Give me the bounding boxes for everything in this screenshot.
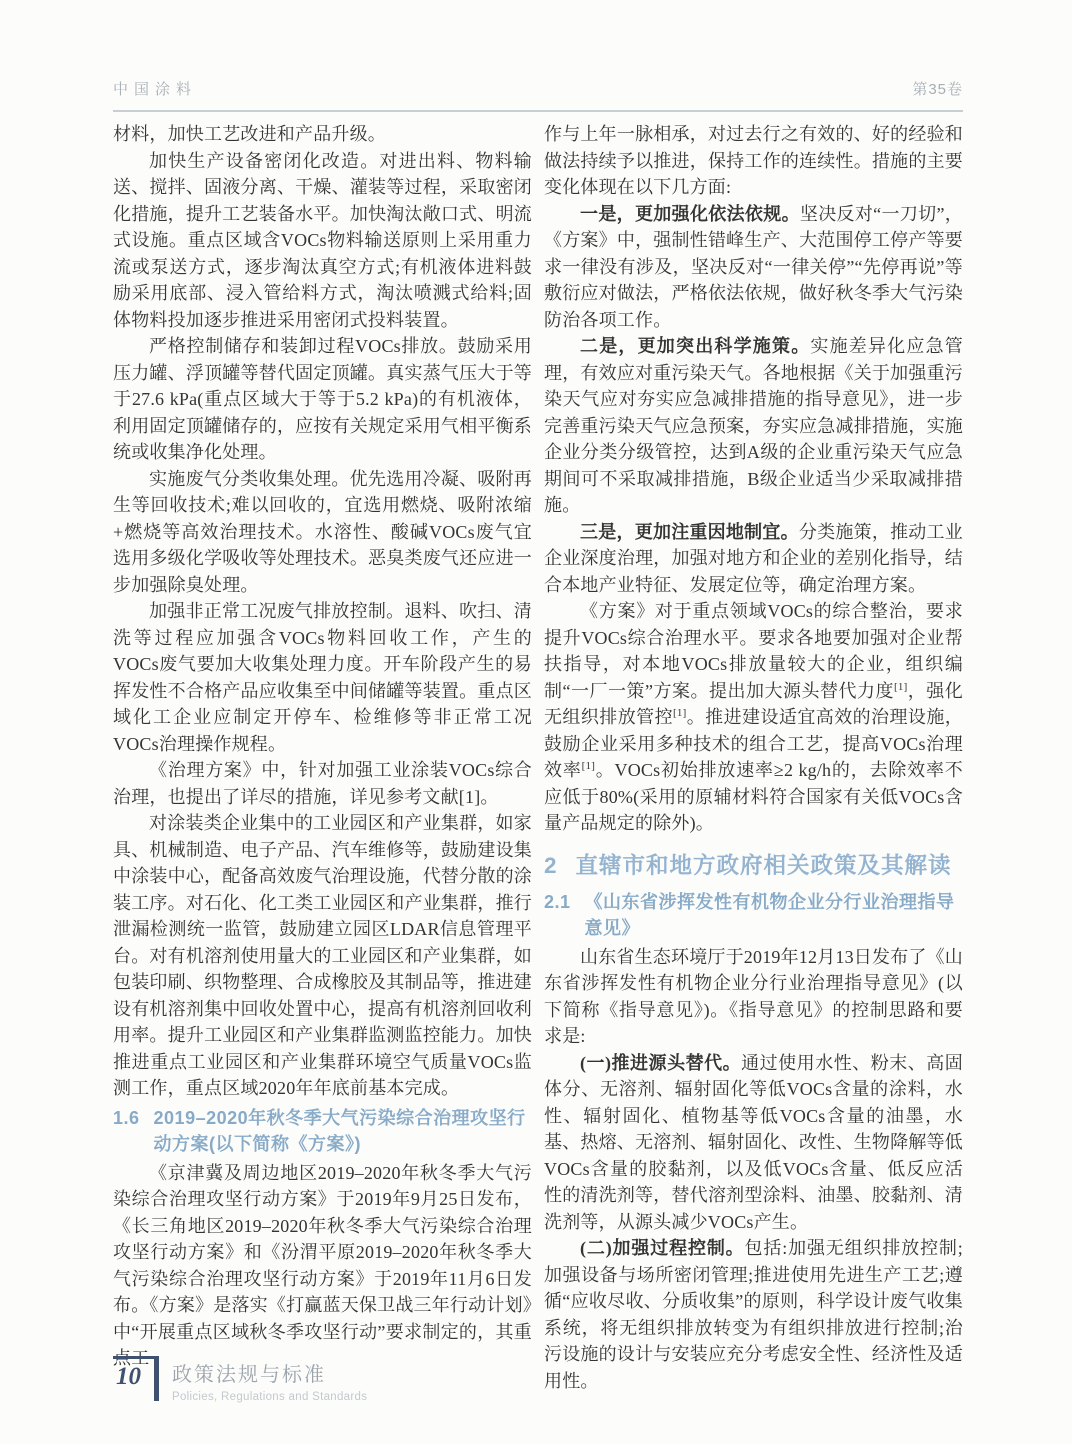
footer-section-title-cn: 政策法规与标准 [172,1364,326,1386]
paragraph-text: 坚决反对“一刀切”，《方案》中，强制性错峰生产、大范围停工停产等要求一律没有涉及，坚决反对“一律关停”“先停再说”等敷衍应对做法，严格依法依规，做好秋冬季大气污染防治各项工作。 [544,203,963,330]
paragraph [544,333,963,519]
paragraph-lead: (二)加强过程控制。 [580,1238,745,1258]
paragraph-text: 分类施策，推动工业企业深度治理，加强对地方和企业的差别化指导，结合本地产业特征、发展定位等，确定治理方案。 [544,521,963,595]
paragraph-text: 实施差异化应急管理，有效应对重污染天气。各地根据《关于加强重污染天气应对夯实应急减排措施的指导意见》，进一步完善重污染天气应急预案，夯实应急减排措施，实施企业分类分级管控，达到A级的企业重污染天气应急期间可不采取减排措施，B级企业适当少采取减排措施。 [544,336,963,515]
volume-number: 第35卷 [912,81,963,98]
footer-divider-bar [154,1356,159,1401]
paragraph [544,1050,963,1236]
page-footer [113,1356,367,1403]
paragraph [544,519,963,599]
paragraph-text: 通过使用水性、粉末、高固体分、无溶剂、辐射固化等低VOCs含量的涂料，水性、辐射固化、植物基等低VOCs含量的油墨，水基、热熔、无溶剂、辐射固化、改性、生物降解等低VOCs含量的胶黏剂，以及低VOCs含量、低反应活性的清洗剂等，替代溶剂型涂料、油墨、胶黏剂、清洗剂等，从源头减少VOCs产生。 [544,1052,963,1232]
paragraph-text: 《方案》对于重点领域VOCs的综合整治，要求提升VOCs综合治理水平。要求各地要加强对企业帮扶指导，对本地VOCs排放量较大的企业，组织编制“一厂一策”方案。提出加大源头替代力度 [544,601,963,701]
page-number: 10 [113,1356,154,1401]
paragraph-lead: 三是，更加注重因地制宜。 [580,521,799,542]
paragraph: 山东省生态环境厅于2019年12月13日发布了《山东省涉挥发性有机物企业分行业治理指导意见》(以下简称《指导意见》)。《指导意见》的控制思路和要求是: [544,946,963,1046]
article-body [113,121,963,1394]
paragraph [544,1235,963,1394]
paragraph: 《京津冀及周边地区2019–2020年秋冬季大气污染综合治理攻坚行动方案》于2019年9月25日发布，《长三角地区2019–2020年秋冬季大气污染综合治理攻坚行动方案》和《汾渭平原2019–2020年秋冬季大气污染综合治理攻坚行动方案》于2019年11月6日发布。《方案》是落实《打赢蓝天保卫战三年行动计划》中“开展重点区域秋冬季攻坚行动”要求制定的，其重点工 [113,1162,532,1368]
footer-section-titles [172,1356,367,1403]
paragraph: 材料，加快工艺改进和产品升级。 [113,124,386,144]
section-number: 2 [544,852,558,878]
paragraph: 加快生产设备密闭化改造。对进出料、物料输送、搅拌、固液分离、干燥、灌装等过程，采取密闭化措施，提升工艺装备水平。加快淘汰敞口式、明流式设施。重点区域含VOCs物料输送原则上采用重力流或泵送方式，逐步淘汰真空方式;有机液体进料鼓励采用底部、浸入管给料方式，淘汰喷溅式给料;固体物料投加逐步推进采用密闭式投料装置。 [113,150,532,330]
paragraph: 实施废气分类收集处理。优先选用冷凝、吸附再生等回收技术;难以回收的，宜选用燃烧、吸附浓缩+燃烧等高效治理技术。水溶性、酸碱VOCs废气宜选用多级化学吸收等处理技术。恶臭类废气还应进一步加强除臭处理。 [113,468,532,595]
paragraph: 严格控制储存和装卸过程VOCs排放。鼓励采用压力罐、浮顶罐等替代固定顶罐。真实蒸气压大于等于27.6 kPa(重点区域大于等于5.2 kPa)的有机液体，利用固定顶罐储存的，应按有关规定采用气相平衡系统或收集净化处理。 [113,336,532,462]
paragraph: 作与上年一脉相承，对过去行之有效的、好的经验和做法持续予以推进，保持工作的连续性。措施的主要变化体现在以下几方面: [544,124,963,197]
paragraph-lead: 一是，更加强化依法依规。 [580,203,800,224]
paragraph: 加强非正常工况废气排放控制。退料、吹扫、清洗等过程应加强含VOCs物料回收工作，产生的VOCs废气要加大收集处理力度。开车阶段产生的易挥发性不合格产品应收集至中间储罐等装置。重点区域化工企业应制定开停车、检维修等非正常工况VOCs治理操作规程。 [113,601,532,754]
right-column [544,121,963,1394]
section-heading-2 [544,851,963,881]
section-heading-2-1 [544,889,963,941]
section-number: 2.1 [544,891,571,912]
section-title: 直辖市和地方政府相关政策及其解读 [575,852,952,878]
paragraph [544,598,963,837]
citation-superscript: [1] [673,707,687,719]
section-title: 2019–2020年秋冬季大气污染综合治理攻坚行动方案(以下简称《方案》) [153,1107,526,1154]
paragraph-lead: (一)推进源头替代。 [580,1052,742,1073]
footer-section-title-en: Policies, Regulations and Standards [172,1391,368,1403]
paragraph-text: 。VOCs初始排放速率≥2 kg/h的，去除效率不应低于80%(采用的原辅材料符合国家有关低VOCs含量产品规定的除外)。 [544,760,963,833]
paragraph: 《治理方案》中，针对加强工业涂装VOCs综合治理，也提出了详尽的措施，详见参考文献[1]。 [113,760,532,807]
citation-superscript: [1] [581,760,596,772]
paragraph-text: ，强化无组织排放管控 [544,680,963,727]
paragraph-lead: 二是，更加突出科学施策。 [580,336,811,356]
paragraph [544,201,963,334]
paragraph-text: 包括:加强无组织排放控制;加强设备与场所密闭管理;推进使用先进生产工艺;遵循“应收尽收、分质收集”的原则，科学设计废气收集系统，将无组织排放转变为有组织排放进行控制;治污设施的设计与安装应充分考虑安全性、经济性及适用性。 [544,1238,963,1391]
paragraph-text: 。推进建设适宜高效的治理设施，鼓励企业采用多种技术的组合工艺，提高VOCs治理效率 [544,707,963,780]
section-heading-1-6 [113,1105,532,1157]
left-column [113,121,532,1394]
page-header [113,78,963,112]
section-title: 《山东省涉挥发性有机物企业分行业治理指导意见》 [584,891,955,938]
page-number-block [113,1356,159,1401]
citation-superscript: [1] [894,680,908,693]
journal-title: 中国涂料 [113,81,198,98]
section-number: 1.6 [113,1107,140,1128]
paragraph: 对涂装类企业集中的工业园区和产业集群，如家具、机械制造、电子产品、汽车维修等，鼓励建设集中涂装中心，配备高效废气治理设施，代替分散的涂装工序。对石化、化工类工业园区和产业集群，推行泄漏检测统一监管，鼓励建立园区LDAR信息管理平台。对有机溶剂使用量大的工业园区和产业集群，如包装印刷、织物整理、合成橡胶及其制品等，推进建设有机溶剂集中回收处置中心，提高有机溶剂回收利用率。提升工业园区和产业集群监测监控能力。加快推进重点工业园区和产业集群环境空气质量VOCs监测工作，重点区域2020年年底前基本完成。 [113,813,532,1098]
